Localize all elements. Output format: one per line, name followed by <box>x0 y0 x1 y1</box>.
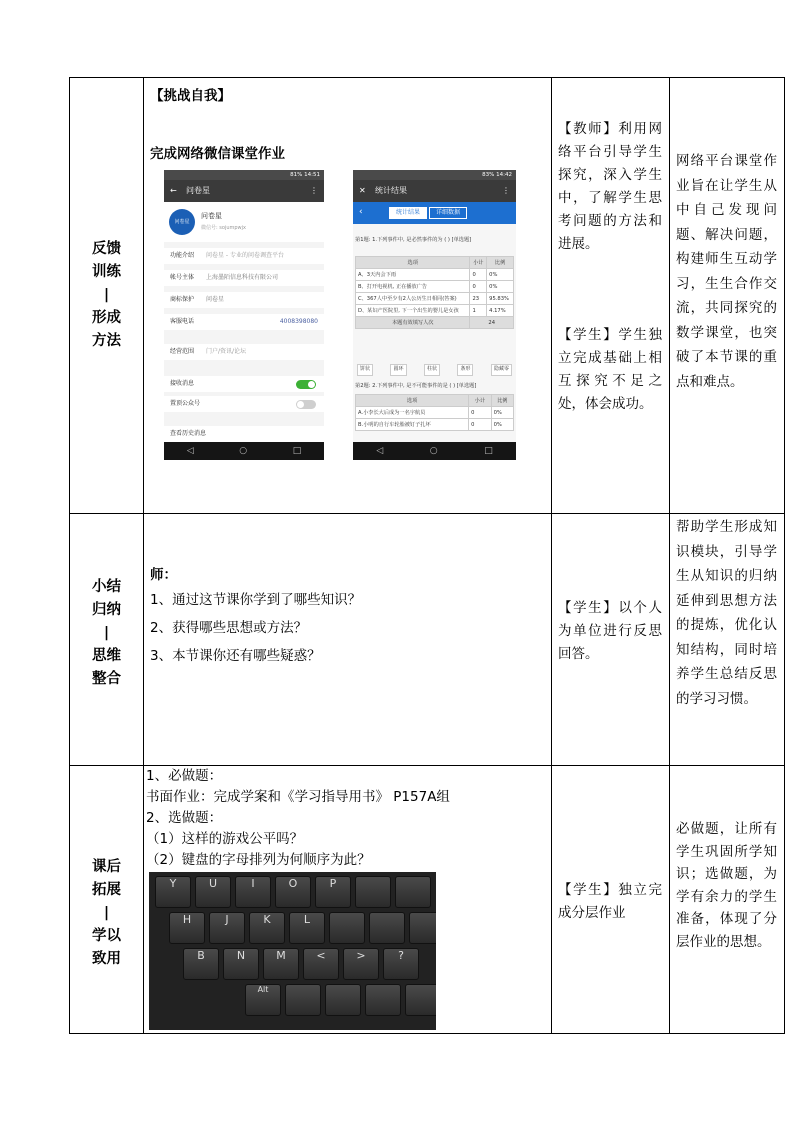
nav-home-icon[interactable]: ○ <box>239 446 248 456</box>
setting-row-pin: 置顶公众号 <box>164 396 324 412</box>
table-row: A、3天内会下雨 0 0% <box>356 269 514 281</box>
keyboard-photo <box>149 872 436 1030</box>
info-row: 帐号主体 上海墨陌信息科技有限公司 <box>164 270 324 286</box>
key: J <box>209 912 245 944</box>
question-2: 第2题: 2.下列事件中, 是不可能事件的是 ( ) [单选题] <box>355 383 477 389</box>
table-row: D、某妇产医院里, 下一个出生的婴儿是女孩 1 4.17% <box>356 305 514 317</box>
design-purpose: 帮助学生形成知识模块，引导学生从知识的归纳延伸到思想方法的提炼，优化认知结构，同时培养学生总结反思的学习习惯。 <box>676 519 777 707</box>
pin-toggle[interactable] <box>296 400 316 409</box>
back-arrow-icon[interactable]: ← <box>170 186 177 195</box>
app-header: ← 问卷星 ⋮ <box>164 180 324 202</box>
table-row: B.小明的自行车轮胎被钉子扎坏 0 0% <box>356 419 514 431</box>
table-col-divider <box>669 77 670 1034</box>
info-row: 经营范围 门户/资讯/论坛 <box>164 344 324 360</box>
history-row[interactable]: 查看历史消息 <box>164 426 324 442</box>
key: Alt <box>245 984 281 1016</box>
key: B <box>183 948 219 980</box>
key: U <box>195 876 231 908</box>
table-row: B、打开电视机, 正在播放广告 0 0% <box>356 281 514 293</box>
key <box>325 984 361 1016</box>
close-icon[interactable]: ✕ <box>359 186 366 195</box>
key: K <box>249 912 285 944</box>
stage-label: 反馈 训练 | 形成 方法 <box>92 241 121 349</box>
key: I <box>235 876 271 908</box>
android-nav-bar <box>353 442 516 460</box>
info-row: 功能介绍 问卷星 - 专业的问卷调查平台 <box>164 248 324 264</box>
status-bar: 83% 14:42 <box>353 170 516 180</box>
stage-label: 小结 归纳 | 思维 整合 <box>92 579 121 687</box>
back-chevron-icon[interactable]: ‹ <box>359 207 363 217</box>
reflection-question: 2、获得哪些思想或方法？ <box>150 620 308 636</box>
table-border-right <box>784 77 785 1034</box>
design-purpose: 网络平台课堂作业旨在让学生从中自己发现问题、解决问题，构建师生互动学习，生生合作交流，共同探究的数学课堂，也突破了本节课的重点和难点。 <box>676 153 777 390</box>
more-icon[interactable]: ⋮ <box>310 186 318 195</box>
student-activity: 【学生】独立完成分层作业 <box>558 882 663 921</box>
status-bar: 81% 14:51 <box>164 170 324 180</box>
phone-screenshot-wechat-account <box>164 170 324 460</box>
ring-button[interactable]: 圆环 <box>390 364 406 376</box>
key: ? <box>383 948 419 980</box>
key: > <box>343 948 379 980</box>
table-col-divider <box>143 77 144 1034</box>
teacher-activity: 【教师】利用网络平台引导学生探究，深入学生中，了解学生思考问题的方法和进展。 <box>558 121 663 252</box>
account-id: 微信号: sojumpwjx <box>201 225 246 231</box>
table-col-divider <box>551 77 552 1034</box>
chart-type-buttons <box>357 364 512 376</box>
column-button[interactable]: 柱状 <box>424 364 440 376</box>
student-activity: 【学生】学生独立完成基础上相互探究不足之处，体会成功。 <box>558 327 663 412</box>
key: Y <box>155 876 191 908</box>
setting-row-receive: 接收消息 <box>164 376 324 392</box>
key <box>405 984 436 1016</box>
key <box>329 912 365 944</box>
account-name: 问卷星 <box>201 212 222 220</box>
key: N <box>223 948 259 980</box>
key <box>409 912 436 944</box>
key: P <box>315 876 351 908</box>
bar-button[interactable]: 条形 <box>457 364 473 376</box>
table-row-divider <box>69 513 785 514</box>
phone-screenshot-statistics <box>353 170 516 460</box>
tab-details[interactable]: 详细数据 <box>429 207 467 219</box>
key: H <box>169 912 205 944</box>
section-heading: 【挑战自我】 <box>150 88 231 104</box>
key: O <box>275 876 311 908</box>
key: < <box>303 948 339 980</box>
reflection-question: 1、通过这节课你学到了哪些知识？ <box>150 592 362 608</box>
table-border-bottom <box>69 1033 785 1034</box>
pie-button[interactable]: 饼状 <box>357 364 373 376</box>
key <box>285 984 321 1016</box>
key: M <box>263 948 299 980</box>
tab-statistics[interactable]: 统计结果 <box>389 207 427 219</box>
android-nav-bar <box>164 442 324 460</box>
info-row: 商标保护 问卷星 <box>164 292 324 308</box>
key <box>395 876 431 908</box>
nav-home-icon[interactable]: ○ <box>429 446 438 456</box>
section-subheading: 完成网络微信课堂作业 <box>150 146 285 162</box>
table-border-top <box>69 77 785 78</box>
key: L <box>289 912 325 944</box>
nav-recent-icon[interactable]: □ <box>292 446 302 456</box>
homework-list: 1、必做题： 书面作业：完成学案和《学习指导用书》 P157A组 2、选做题： （1）这样的游戏公平吗？ （2）键盘的字母排列为何顺序为此？ <box>146 768 450 868</box>
question-1: 第1题: 1.下列事件中, 是必然事件的为 ( ) [单选题] <box>355 237 472 243</box>
tab-bar <box>353 202 516 224</box>
table-row: A.小李长大后成为一名宇航员 0 0% <box>356 407 514 419</box>
question-1-table: 选项 小计 比例 A、3天内会下雨 0 0% B、打开电视机, 正在播放广告 0 0% C、367人中至少有2人公历生日相同(答案) 23 95.83% D、某妇产医院里, 下一个出生的婴儿是女孩 1 4.17% 本题有效填写人次 24 <box>355 256 514 329</box>
key <box>365 984 401 1016</box>
account-logo: 问卷星 <box>169 209 195 235</box>
stage-label: 课后 拓展 | 学以 致用 <box>92 859 121 967</box>
teacher-prefix: 师： <box>150 567 177 583</box>
table-row: C、367人中至少有2人公历生日相同(答案) 23 95.83% <box>356 293 514 305</box>
account-card <box>164 202 324 242</box>
key <box>369 912 405 944</box>
student-activity: 【学生】以个人为单位进行反思回答。 <box>558 600 663 662</box>
receive-toggle[interactable] <box>296 380 316 389</box>
nav-back-icon[interactable]: ◁ <box>376 446 384 456</box>
more-icon[interactable]: ⋮ <box>502 186 510 195</box>
nav-back-icon[interactable]: ◁ <box>186 446 194 456</box>
reflection-question: 3、本节课你还有哪些疑惑？ <box>150 648 321 664</box>
nav-recent-icon[interactable]: □ <box>484 446 493 456</box>
hide-zero-button[interactable]: 隐藏零 <box>491 364 512 376</box>
app-header: ✕ 统计结果 ⋮ <box>353 180 516 202</box>
design-purpose: 必做题，让所有学生巩固所学知识；选做题，为学有余力的学生准备，体现了分层作业的思想。 <box>676 821 777 950</box>
info-row[interactable]: 客服电话 4008398080 <box>164 314 324 330</box>
key <box>355 876 391 908</box>
question-2-table: 选项 小计 比例 A.小李长大后成为一名宇航员 0 0% B.小明的自行车轮胎被钉子扎坏 0 0% <box>355 394 514 431</box>
